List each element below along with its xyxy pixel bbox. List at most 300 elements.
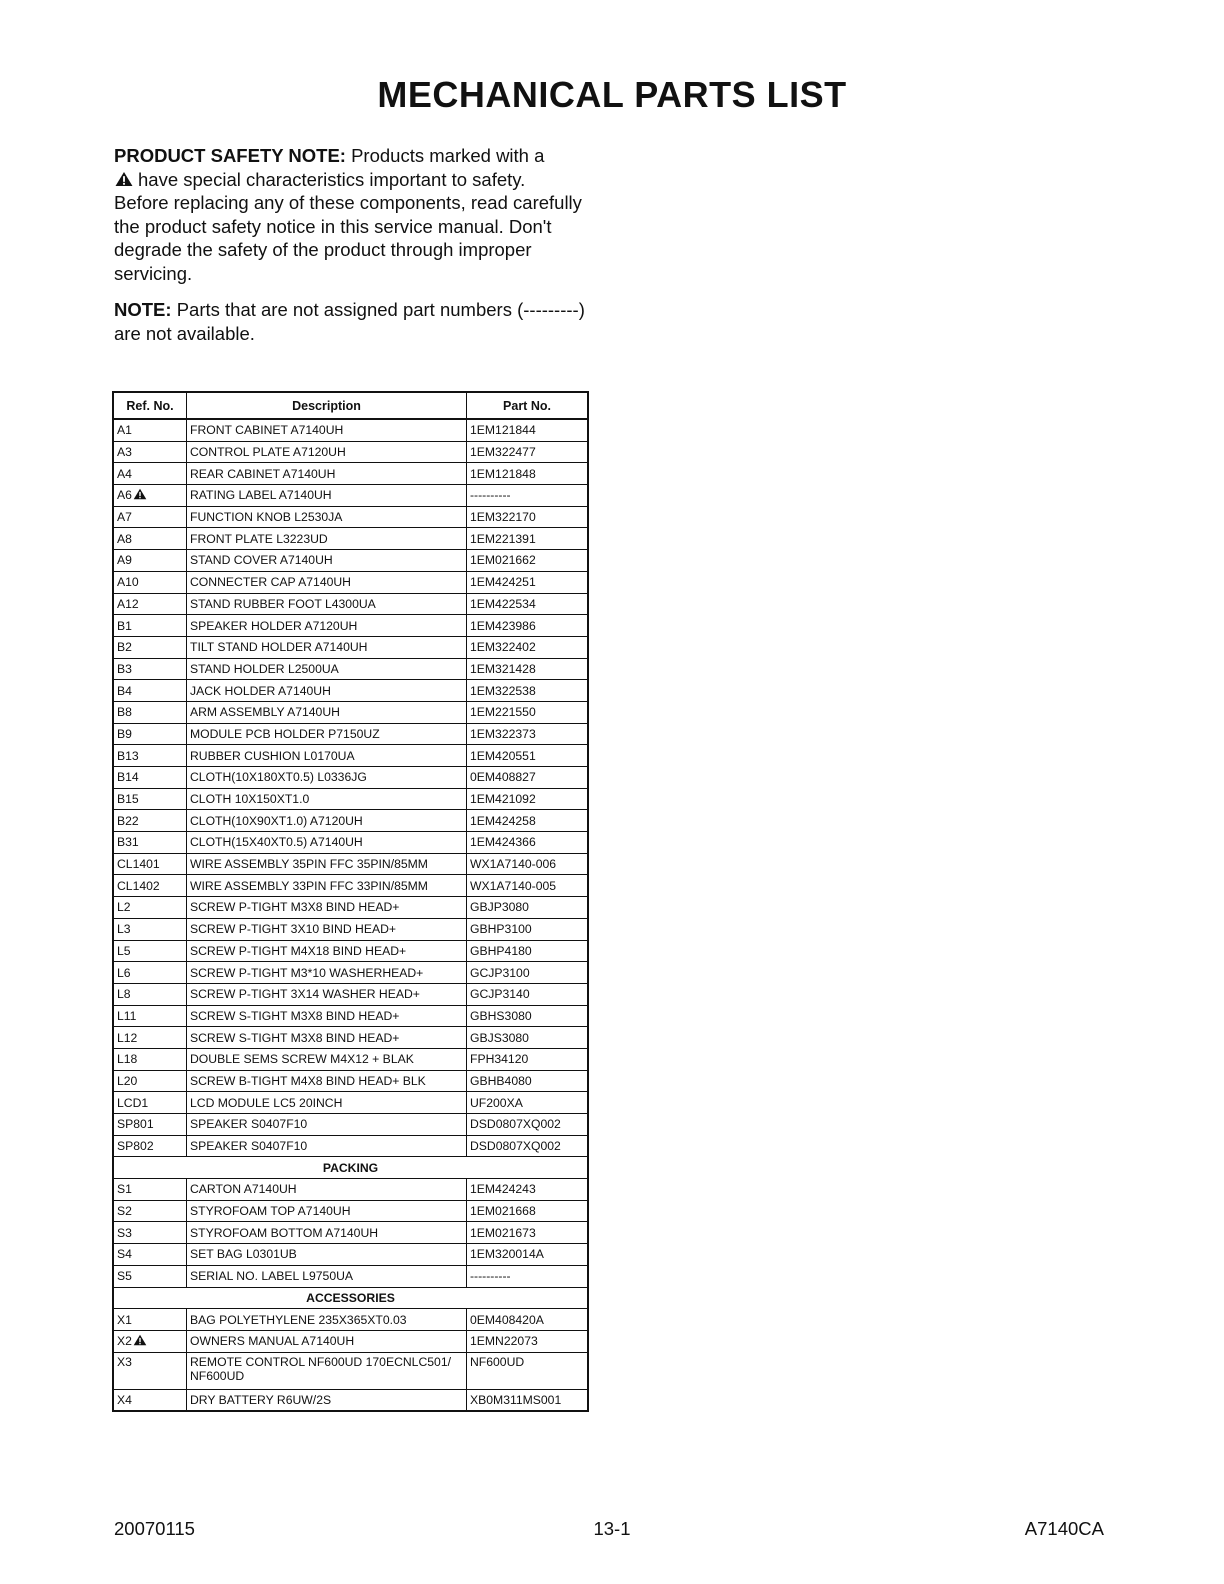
table-row (113, 1330, 588, 1352)
ref-no-cell-text: A9 (117, 553, 132, 568)
ref-no-cell-text: S4 (117, 1247, 132, 1262)
description-cell (187, 767, 467, 789)
part-no-cell-text: 1EM322170 (470, 510, 536, 525)
part-no-cell (467, 962, 589, 984)
part-no-cell (467, 485, 589, 507)
description-cell-text: ARM ASSEMBLY A7140UH (190, 705, 340, 720)
part-no-cell-text: ---------- (470, 1269, 511, 1284)
ref-no-cell (113, 419, 187, 441)
ref-no-cell (113, 528, 187, 550)
ref-no-cell (113, 550, 187, 572)
description-cell-text: STAND COVER A7140UH (190, 553, 333, 568)
footer-page-number: 13-1 (593, 1518, 631, 1539)
description-cell (187, 940, 467, 962)
ref-no-cell-text: S3 (117, 1225, 132, 1240)
part-no-cell (467, 1070, 589, 1092)
part-no-cell-text: WX1A7140-006 (470, 857, 557, 872)
part-no-cell-text: 1EM322477 (470, 445, 536, 460)
part-no-cell-text: 1EM221550 (470, 705, 536, 720)
description-cell-text: CLOTH(10X180XT0.5) L0336JG (190, 770, 367, 785)
table-row (113, 506, 588, 528)
ref-no-cell-text: LCD1 (117, 1095, 149, 1110)
ref-no-cell (113, 1265, 187, 1287)
mechanical-parts-table (112, 391, 589, 1412)
description-cell-text: DOUBLE SEMS SCREW M4X12 + BLAK (190, 1052, 414, 1067)
part-no-cell-text: 1EM424251 (470, 575, 536, 590)
safety-note-label: PRODUCT SAFETY NOTE: (114, 145, 346, 166)
packing-section-heading: PACKING (113, 1157, 588, 1179)
description-cell-text: SPEAKER S0407F10 (190, 1117, 308, 1132)
table-row (113, 1222, 588, 1244)
table-row (113, 1005, 588, 1027)
note-label: NOTE: (114, 299, 172, 320)
description-cell-text: WIRE ASSEMBLY 35PIN FFC 35PIN/85MM (190, 857, 428, 872)
part-no-cell (467, 788, 589, 810)
table-row (113, 1070, 588, 1092)
description-cell-text: CLOTH(10X90XT1.0) A7120UH (190, 813, 363, 828)
description-cell-text: DRY BATTERY R6UW/2S (190, 1392, 332, 1407)
description-cell (187, 1092, 467, 1114)
part-no-cell (467, 897, 589, 919)
ref-no-cell (113, 1244, 187, 1266)
description-cell (187, 788, 467, 810)
part-no-cell-text: 1EM121848 (470, 466, 536, 481)
ref-no-cell (113, 636, 187, 658)
part-no-cell (467, 1309, 589, 1331)
part-no-cell-text: 1EM322538 (470, 683, 536, 698)
description-cell (187, 723, 467, 745)
part-no-cell (467, 463, 589, 485)
ref-no-cell (113, 983, 187, 1005)
part-no-cell (467, 1244, 589, 1266)
part-no-cell-text: GCJP3140 (470, 987, 530, 1002)
description-cell (187, 962, 467, 984)
part-no-cell-text: 1EM420551 (470, 748, 536, 763)
table-row (113, 441, 588, 463)
accessories-section-row (113, 1287, 588, 1309)
description-cell (187, 680, 467, 702)
table-row (113, 485, 588, 507)
description-cell-text: SCREW B-TIGHT M4X8 BIND HEAD+ BLK (190, 1073, 426, 1088)
part-no-cell (467, 636, 589, 658)
description-cell-text: CONTROL PLATE A7120UH (190, 445, 346, 460)
ref-no-cell-text: X3 (117, 1354, 132, 1369)
part-no-cell (467, 1048, 589, 1070)
table-row (113, 1352, 588, 1389)
description-cell-text: FUNCTION KNOB L2530JA (190, 510, 343, 525)
packing-section-row (113, 1157, 588, 1179)
description-cell-text: SCREW S-TIGHT M3X8 BIND HEAD+ (190, 1008, 400, 1023)
description-cell (187, 701, 467, 723)
table-row (113, 680, 588, 702)
ref-no-cell (113, 1179, 187, 1201)
part-no-cell (467, 745, 589, 767)
description-cell-text: SPEAKER S0407F10 (190, 1139, 308, 1154)
part-no-cell (467, 1092, 589, 1114)
part-no-cell (467, 940, 589, 962)
table-row (113, 571, 588, 593)
ref-no-cell (113, 918, 187, 940)
ref-no-cell-text: A10 (117, 575, 139, 590)
ref-no-cell-text: X2 (117, 1334, 132, 1349)
ref-no-cell (113, 485, 187, 507)
description-cell (187, 810, 467, 832)
description-cell-text: STAND HOLDER L2500UA (190, 661, 339, 676)
description-cell-text: JACK HOLDER A7140UH (190, 683, 331, 698)
part-no-cell (467, 593, 589, 615)
table-row (113, 788, 588, 810)
description-cell-text: CLOTH(15X40XT0.5) A7140UH (190, 835, 363, 850)
table-row (113, 918, 588, 940)
ref-no-cell (113, 1352, 187, 1389)
ref-no-cell-text: A1 (117, 423, 132, 438)
description-cell-text: SPEAKER HOLDER A7120UH (190, 618, 358, 633)
ref-no-cell-text: X1 (117, 1312, 132, 1327)
description-cell (187, 1265, 467, 1287)
table-row (113, 1179, 588, 1201)
table-row (113, 1135, 588, 1157)
part-no-cell-text: 1EM424258 (470, 813, 536, 828)
table-row (113, 745, 588, 767)
table-row (113, 419, 588, 441)
ref-no-cell (113, 1309, 187, 1331)
part-no-cell-text: GBHP3100 (470, 922, 532, 937)
table-row (113, 767, 588, 789)
part-no-cell-text: 1EM322402 (470, 640, 536, 655)
description-cell (187, 1309, 467, 1331)
part-no-cell-text: 1EM322373 (470, 726, 536, 741)
ref-no-cell (113, 853, 187, 875)
table-row (113, 615, 588, 637)
ref-no-cell (113, 745, 187, 767)
description-cell-text: BAG POLYETHYLENE 235X365XT0.03 (190, 1312, 407, 1327)
ref-no-cell-text: B15 (117, 792, 139, 807)
part-no-cell (467, 680, 589, 702)
header-part-no: Part No. (467, 392, 589, 419)
ref-no-cell-text: B4 (117, 683, 132, 698)
ref-no-cell (113, 593, 187, 615)
description-cell (187, 463, 467, 485)
description-cell-text: SET BAG L0301UB (190, 1247, 297, 1262)
ref-no-cell-text: L3 (117, 922, 131, 937)
ref-no-cell (113, 1222, 187, 1244)
part-no-cell-text: ---------- (470, 488, 511, 503)
ref-no-cell (113, 571, 187, 593)
ref-no-cell (113, 441, 187, 463)
description-cell (187, 658, 467, 680)
description-cell (187, 1005, 467, 1027)
ref-no-cell-text: L6 (117, 965, 131, 980)
description-cell (187, 897, 467, 919)
ref-no-cell (113, 1135, 187, 1157)
ref-no-cell (113, 1092, 187, 1114)
part-no-cell-text: GBJS3080 (470, 1030, 529, 1045)
part-no-cell-text: 1EM321428 (470, 661, 536, 676)
part-no-cell-text: 1EM320014A (470, 1247, 544, 1262)
ref-no-cell-text: SP801 (117, 1117, 154, 1132)
product-safety-note (114, 144, 594, 286)
ref-no-cell-text: X4 (117, 1392, 132, 1407)
part-no-cell (467, 615, 589, 637)
description-cell-text: SCREW P-TIGHT 3X10 BIND HEAD+ (190, 922, 396, 937)
safety-note-rest: Before replacing any of these components, read carefully the product safety notice in this service manual. Don't degrade the safety of the product through improper servicing. (114, 192, 582, 284)
part-no-cell-text: GBJP3080 (470, 900, 529, 915)
description-cell (187, 1135, 467, 1157)
ref-no-cell-text: B14 (117, 770, 139, 785)
part-no-cell-text: GBHB4080 (470, 1073, 532, 1088)
ref-no-cell (113, 1027, 187, 1049)
table-row (113, 853, 588, 875)
ref-no-cell (113, 875, 187, 897)
part-no-cell-text: 1EM021662 (470, 553, 536, 568)
ref-no-cell-text: L5 (117, 943, 131, 958)
description-cell-text: RUBBER CUSHION L0170UA (190, 748, 355, 763)
part-no-cell (467, 1389, 589, 1411)
description-cell-text: CONNECTER CAP A7140UH (190, 575, 351, 590)
description-cell-text: OWNERS MANUAL A7140UH (190, 1334, 355, 1349)
part-no-cell-text: 0EM408827 (470, 770, 536, 785)
safety-note-line2: have special characteristics important to safety. (138, 168, 526, 190)
ref-no-cell-text: B31 (117, 835, 139, 850)
ref-no-cell-text: B9 (117, 726, 132, 741)
part-no-cell (467, 853, 589, 875)
page-title: MECHANICAL PARTS LIST (377, 74, 847, 115)
ref-no-cell (113, 962, 187, 984)
ref-no-cell (113, 615, 187, 637)
accessories-section-heading: ACCESSORIES (113, 1287, 588, 1309)
table-row (113, 897, 588, 919)
ref-no-cell (113, 1070, 187, 1092)
warning-triangle-icon (114, 171, 134, 187)
part-no-cell (467, 571, 589, 593)
part-no-cell-text: 1EM121844 (470, 423, 536, 438)
description-cell-text: SCREW P-TIGHT M4X18 BIND HEAD+ (190, 943, 407, 958)
part-no-cell (467, 1200, 589, 1222)
part-no-cell (467, 1027, 589, 1049)
description-cell-text: REMOTE CONTROL NF600UD 170ECNLC501/ NF600UD (190, 1354, 451, 1383)
part-no-cell-text: 1EM422534 (470, 596, 536, 611)
description-cell-text: WIRE ASSEMBLY 33PIN FFC 33PIN/85MM (190, 878, 428, 893)
ref-no-cell (113, 506, 187, 528)
ref-no-cell-text: B1 (117, 618, 132, 633)
description-cell (187, 1352, 467, 1389)
ref-no-cell-text: B3 (117, 661, 132, 676)
ref-no-cell-text: A4 (117, 466, 132, 481)
table-row (113, 528, 588, 550)
table-row (113, 962, 588, 984)
part-no-cell (467, 550, 589, 572)
table-row (113, 832, 588, 854)
ref-no-cell-text: L20 (117, 1073, 138, 1088)
part-no-cell-text: GBHP4180 (470, 943, 532, 958)
ref-no-cell-text: A3 (117, 445, 132, 460)
ref-no-cell-text: CL1401 (117, 857, 160, 872)
table-row (113, 983, 588, 1005)
table-row (113, 1027, 588, 1049)
part-no-cell-text: 1EM421092 (470, 792, 536, 807)
description-cell (187, 1027, 467, 1049)
ref-no-cell (113, 1048, 187, 1070)
availability-note (114, 298, 594, 345)
part-no-cell-text: XB0M311MS001 (470, 1392, 562, 1407)
header-description: Description (187, 392, 467, 419)
description-cell (187, 506, 467, 528)
ref-no-cell-text: A7 (117, 510, 132, 525)
part-no-cell-text: WX1A7140-005 (470, 878, 557, 893)
ref-no-cell (113, 940, 187, 962)
footer-model: A7140CA (1024, 1518, 1104, 1539)
table-row (113, 1265, 588, 1287)
ref-no-cell (113, 897, 187, 919)
part-no-cell (467, 528, 589, 550)
ref-no-cell-text: L18 (117, 1052, 138, 1067)
description-cell (187, 983, 467, 1005)
ref-no-cell-text: CL1402 (117, 878, 160, 893)
description-cell-text: REAR CABINET A7140UH (190, 466, 336, 481)
description-cell (187, 1200, 467, 1222)
description-cell (187, 571, 467, 593)
description-cell (187, 441, 467, 463)
part-no-cell-text: 1EM021673 (470, 1225, 536, 1240)
description-cell (187, 875, 467, 897)
part-no-cell-text: UF200XA (470, 1095, 523, 1110)
description-cell-text: SERIAL NO. LABEL L9750UA (190, 1269, 354, 1284)
table-body (113, 419, 588, 1411)
part-no-cell (467, 1352, 589, 1389)
part-no-cell (467, 875, 589, 897)
description-cell-text: SCREW P-TIGHT 3X14 WASHER HEAD+ (190, 987, 420, 1002)
part-no-cell (467, 1179, 589, 1201)
ref-no-cell-text: L11 (117, 1008, 137, 1023)
part-no-cell (467, 1005, 589, 1027)
ref-no-cell-text: L8 (117, 987, 131, 1002)
description-cell (187, 832, 467, 854)
part-no-cell (467, 701, 589, 723)
ref-no-cell-text: SP802 (117, 1139, 154, 1154)
part-no-cell (467, 723, 589, 745)
part-no-cell-text: GCJP3100 (470, 965, 530, 980)
description-cell-text: SCREW P-TIGHT M3*10 WASHERHEAD+ (190, 965, 424, 980)
description-cell (187, 636, 467, 658)
safety-note-line1: Products marked with a (351, 145, 545, 166)
ref-no-cell-text: A8 (117, 531, 132, 546)
description-cell-text: MODULE PCB HOLDER P7150UZ (190, 726, 380, 741)
part-no-cell (467, 1330, 589, 1352)
table-row (113, 1200, 588, 1222)
table-row (113, 701, 588, 723)
description-cell (187, 1070, 467, 1092)
ref-no-cell-text: S1 (117, 1182, 132, 1197)
part-no-cell-text: FPH34120 (470, 1052, 529, 1067)
part-no-cell (467, 1265, 589, 1287)
ref-no-cell-text: B2 (117, 640, 132, 655)
ref-no-cell-text: B8 (117, 705, 132, 720)
ref-no-cell-text: S5 (117, 1269, 132, 1284)
description-cell (187, 1244, 467, 1266)
description-cell (187, 485, 467, 507)
ref-no-cell (113, 723, 187, 745)
table-row (113, 1114, 588, 1136)
description-cell (187, 1330, 467, 1352)
table-row (113, 1244, 588, 1266)
table-row (113, 875, 588, 897)
part-no-cell (467, 441, 589, 463)
description-cell-text: RATING LABEL A7140UH (190, 488, 332, 503)
description-cell-text: LCD MODULE LC5 20INCH (190, 1095, 343, 1110)
description-cell (187, 419, 467, 441)
description-cell-text: CARTON A7140UH (190, 1182, 297, 1197)
part-no-cell (467, 1135, 589, 1157)
table-row (113, 1048, 588, 1070)
description-cell (187, 918, 467, 940)
description-cell-text: STYROFOAM TOP A7140UH (190, 1204, 351, 1219)
warning-triangle-icon (133, 1334, 147, 1346)
part-no-cell (467, 506, 589, 528)
description-cell-text: SCREW P-TIGHT M3X8 BIND HEAD+ (190, 900, 400, 915)
ref-no-cell (113, 788, 187, 810)
table-row (113, 550, 588, 572)
ref-no-cell-text: L2 (117, 900, 131, 915)
part-no-cell (467, 918, 589, 940)
part-no-cell-text: 1EM021668 (470, 1204, 536, 1219)
part-no-cell (467, 419, 589, 441)
ref-no-cell (113, 463, 187, 485)
description-cell (187, 745, 467, 767)
table-row (113, 810, 588, 832)
part-no-cell (467, 983, 589, 1005)
description-cell-text: STYROFOAM BOTTOM A7140UH (190, 1225, 379, 1240)
description-cell (187, 593, 467, 615)
ref-no-cell (113, 658, 187, 680)
part-no-cell (467, 767, 589, 789)
part-no-cell (467, 1222, 589, 1244)
part-no-cell-text: 1EM424366 (470, 835, 536, 850)
description-cell-text: STAND RUBBER FOOT L4300UA (190, 596, 376, 611)
description-cell (187, 615, 467, 637)
ref-no-cell-text: B13 (117, 748, 139, 763)
footer-date: 20070115 (114, 1518, 195, 1539)
warning-triangle-icon (133, 488, 147, 500)
description-cell (187, 853, 467, 875)
description-cell-text: FRONT PLATE L3223UD (190, 531, 328, 546)
ref-no-cell-text: B22 (117, 813, 139, 828)
ref-no-cell-text: L12 (117, 1030, 138, 1045)
ref-no-cell (113, 767, 187, 789)
part-no-cell-text: 1EM221391 (470, 531, 536, 546)
description-cell (187, 1389, 467, 1411)
header-ref-no: Ref. No. (113, 392, 187, 419)
note-text: Parts that are not assigned part numbers (---------) are not available. (114, 299, 585, 344)
description-cell (187, 1048, 467, 1070)
ref-no-cell-text: A12 (117, 596, 139, 611)
table-row (113, 658, 588, 680)
table-row (113, 1092, 588, 1114)
part-no-cell (467, 1114, 589, 1136)
ref-no-cell (113, 1200, 187, 1222)
table-row (113, 1309, 588, 1331)
ref-no-cell (113, 680, 187, 702)
ref-no-cell (113, 1389, 187, 1411)
ref-no-cell (113, 701, 187, 723)
description-cell-text: CLOTH 10X150XT1.0 (190, 792, 310, 807)
description-cell (187, 528, 467, 550)
part-no-cell (467, 810, 589, 832)
description-cell (187, 1114, 467, 1136)
part-no-cell-text: 1EM424243 (470, 1182, 536, 1197)
table-row (113, 593, 588, 615)
ref-no-cell-text: S2 (117, 1204, 132, 1219)
part-no-cell-text: DSD0807XQ002 (470, 1139, 561, 1154)
